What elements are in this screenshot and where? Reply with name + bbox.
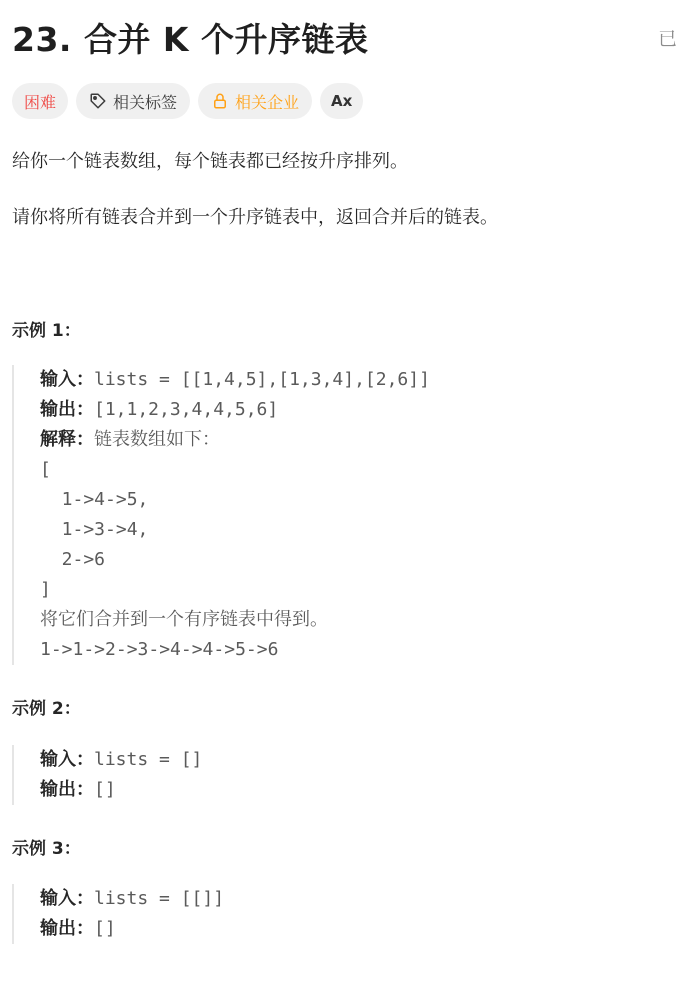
explanation-line: 1->3->4, — [40, 519, 149, 540]
input-label: 输入： — [40, 369, 94, 390]
example-1-input: lists = [[1,4,5],[1,3,4],[2,6]] — [94, 369, 430, 390]
example-1-output: [1,1,2,3,4,4,5,6] — [94, 399, 279, 420]
example-3-block — [12, 884, 224, 944]
example-3-output-line — [40, 914, 224, 944]
difficulty-badge[interactable] — [12, 83, 68, 119]
description-paragraph-1: 给你一个链表数组，每个链表都已经按升序排列。 — [12, 151, 408, 172]
example-1-block — [12, 365, 430, 665]
example-2-output: [] — [94, 779, 116, 800]
companies-label: 相关企业 — [235, 92, 300, 112]
explanation-line: 2->6 — [40, 549, 106, 570]
example-1-explanation-line — [40, 425, 430, 455]
tag-icon — [89, 92, 107, 110]
title-status-text: 已 — [658, 28, 677, 50]
problem-title: 23. 合并 K 个升序链表 — [12, 20, 369, 59]
example-2-output-line — [40, 775, 202, 805]
example-3-input-line — [40, 884, 224, 914]
output-label: 输出： — [40, 399, 94, 420]
example-2-block — [12, 745, 202, 805]
example-3-input: lists = [[]] — [94, 888, 225, 909]
example-1-output-line — [40, 395, 430, 425]
description-paragraph-2: 请你将所有链表合并到一个升序链表中，返回合并后的链表。 — [12, 207, 498, 228]
output-label: 输出： — [40, 918, 94, 939]
explanation-line: 将它们合并到一个有序链表中得到。 — [40, 609, 328, 630]
explanation-line: 1->1->2->3->4->4->5->6 — [40, 639, 279, 660]
translate-button[interactable] — [320, 83, 363, 119]
explanation-label: 解释： — [40, 429, 94, 450]
difficulty-label: 困难 — [24, 92, 57, 112]
explanation-line: 1->4->5, — [40, 489, 149, 510]
explanation-line: ] — [40, 579, 51, 600]
example-1-title: 示例 1： — [12, 321, 81, 341]
tag-bar — [12, 83, 363, 119]
lock-icon — [211, 92, 229, 110]
topic-tags-label: 相关标签 — [113, 92, 178, 112]
example-2-input: lists = [] — [94, 749, 203, 770]
companies-button[interactable] — [198, 83, 312, 119]
example-2-title: 示例 2： — [12, 699, 81, 719]
example-2-input-line — [40, 745, 202, 775]
example-3-output: [] — [94, 918, 116, 939]
topic-tags-button[interactable] — [76, 83, 190, 119]
input-label: 输入： — [40, 888, 94, 909]
translate-icon: Ax — [331, 92, 353, 110]
explanation-line: [ — [40, 459, 51, 480]
example-3-title: 示例 3： — [12, 839, 81, 859]
example-1-input-line — [40, 365, 430, 395]
explanation-text: 链表数组如下： — [94, 429, 220, 450]
input-label: 输入： — [40, 749, 94, 770]
output-label: 输出： — [40, 779, 94, 800]
